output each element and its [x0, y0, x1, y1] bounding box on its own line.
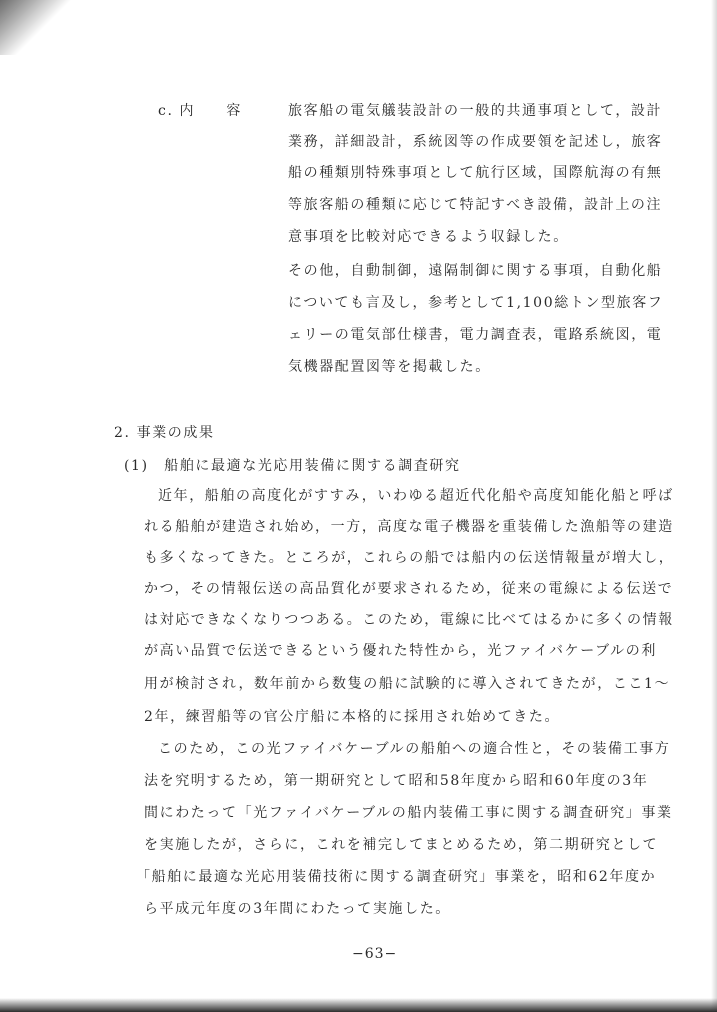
page-number: −63− [352, 946, 398, 962]
scan-corner-shadow [0, 0, 75, 55]
section-c-line: 等旅客船の種類に応じて特記すべき設備，設計上の注 [288, 197, 663, 213]
body-paragraph-line: れる船舶が建造され始め，一方，高度な電子機器を重装備した漁船等の建造 [144, 519, 674, 535]
body-paragraph-line: 2年，練習船等の官公庁船に本格的に採用され始めてきた。 [144, 709, 561, 725]
body-paragraph-line: かつ，その情報伝送の高品質化が要求されるため，従来の電線による伝送で [144, 581, 674, 597]
body-paragraph-line: を実施したが，さらに，これを補完してまとめるため，第二期研究として [144, 837, 659, 853]
section-c-line: 旅客船の電気艤装設計の一般的共通事項として，設計 [288, 103, 663, 119]
scan-right-edge-shadow [711, 0, 717, 1012]
section-c-line: 業務，詳細設計，系統図等の作成要領を記述し，旅客 [288, 134, 663, 150]
body-paragraph-line: 法を究明するため，第一期研究として昭和58年度から昭和60年度の3年 [144, 773, 649, 789]
body-paragraph-line: が高い品質で伝送できるという優れた特性から，光ファイバケーブルの利 [144, 643, 657, 659]
body-paragraph-line: 間にわたって「光ファイバケーブルの船内装備工事に関する調査研究」事業 [144, 805, 673, 821]
body-paragraph-line: 用が検討され，数年前から数隻の船に試験的に導入されてきたが，ここ1〜 [144, 676, 671, 692]
body-paragraph-line: も多くなってきた。ところが，これらの船では船内の伝送情報量が増大し， [144, 550, 675, 566]
section-c-line: その他，自動制御，遠隔制御に関する事項，自動化船 [288, 263, 663, 279]
body-paragraph-line: ら平成元年度の3年間にわたって実施した。 [144, 901, 451, 917]
body-paragraph-line: 近年，船舶の高度化がすすみ，いわゆる超近代化船や高度知能化船と呼ば [158, 488, 674, 504]
section-c-line: についても言及し，参考として1,100総トン型旅客フ [288, 295, 664, 311]
section-c-line: 気機器配置図等を掲載した。 [288, 359, 491, 375]
section-c-line: 船の種類別特殊事項として航行区域，国際航海の有無 [288, 165, 663, 181]
subsection-heading: (1) 船舶に最適な光応用装備に関する調査研究 [124, 458, 461, 474]
scan-bottom-edge-shadow [0, 998, 717, 1012]
body-paragraph-line: 「船舶に最適な光応用装備技術に関する調査研究」事業を，昭和62年度か [136, 869, 657, 885]
section-c-line: 意事項を比較対応できるよう収録した。 [288, 229, 569, 245]
section-heading: 2. 事業の成果 [114, 425, 215, 441]
section-c-line: ェリーの電気部仕様書，電力調査表，電路系統図，電 [288, 327, 663, 343]
section-c-label: c. 内 容 [158, 103, 242, 119]
body-paragraph-line: このため，この光ファイバケーブルの船舶への適合性と，その装備工事方 [158, 741, 671, 757]
body-paragraph-line: は対応できなくなりつつある。このため，電線に比べてはるかに多くの情報 [144, 612, 674, 628]
